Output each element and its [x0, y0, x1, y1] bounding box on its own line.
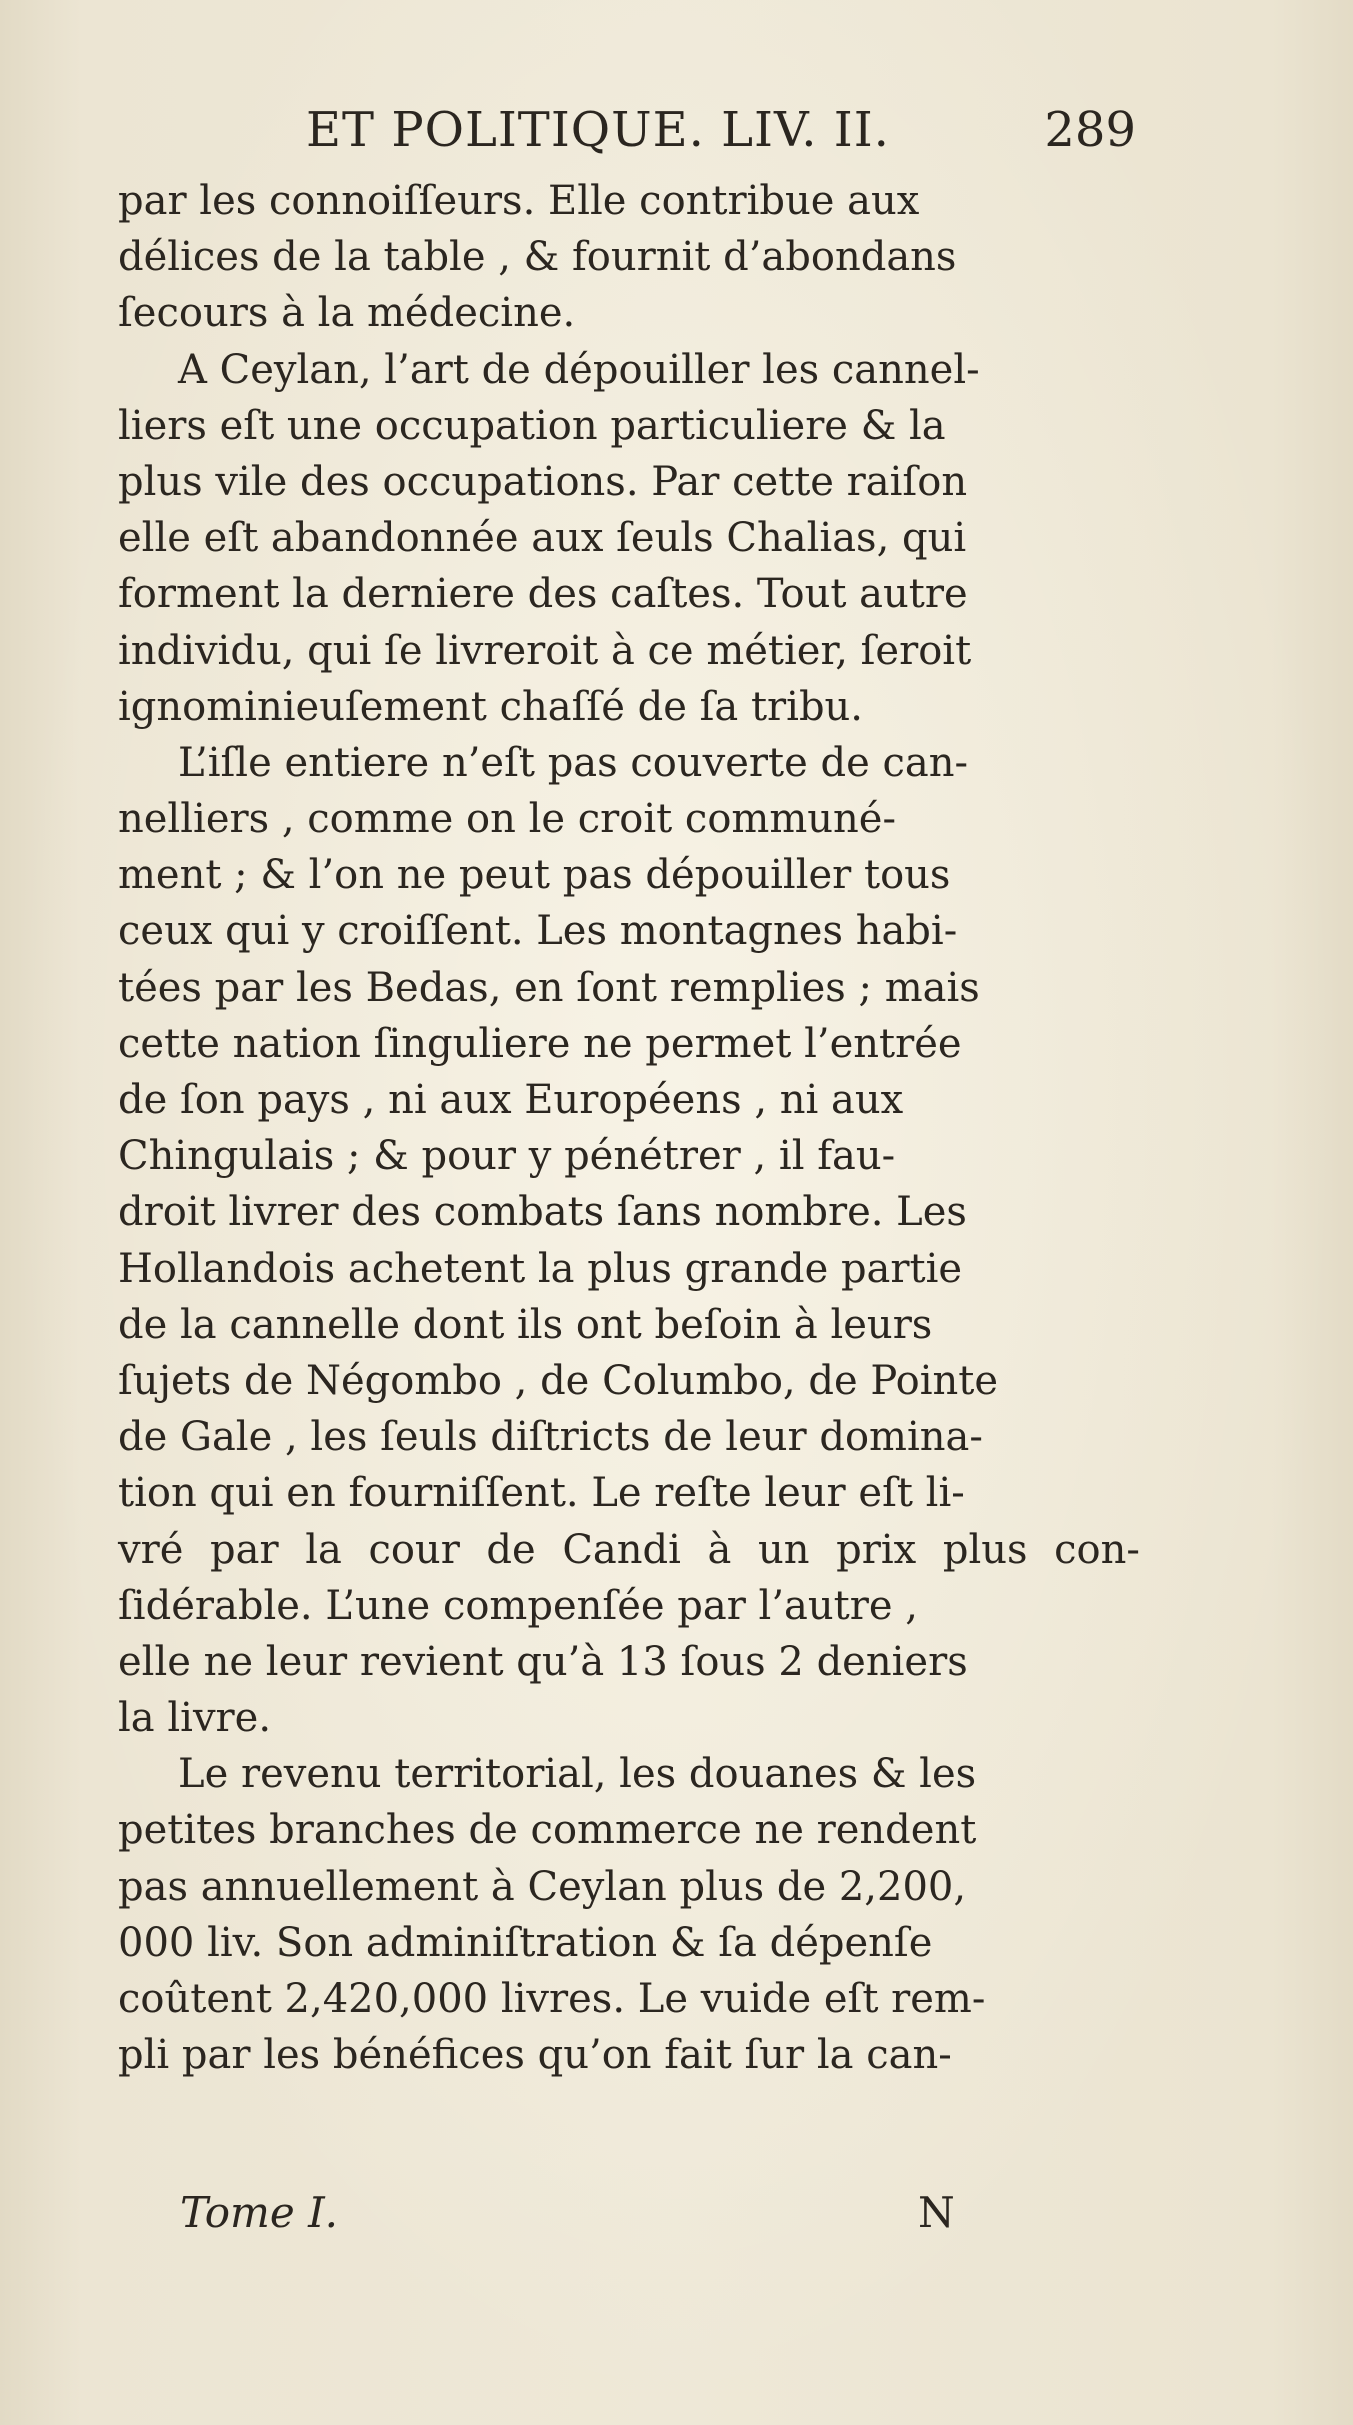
text-line: ignominieuſement chaſſé de ſa tribu. [118, 683, 864, 730]
text-line: elle ne leur revient qu’à 13 ſous 2 deniers [118, 1638, 968, 1685]
text-line: ſecours à la médecine. [118, 290, 576, 337]
text-line: tion qui en fourniſſent. Le reſte leur eſt li- [118, 1470, 965, 1517]
text-line: la livre. [118, 1695, 272, 1742]
text-line: de Gale , les ſeuls diſtricts de leur domina- [118, 1414, 983, 1461]
text-line: 000 liv. Son adminiſtration & ſa dépenſe [118, 1919, 933, 1966]
text-line: plus vile des occupations. Par cette raiſon [118, 458, 968, 505]
running-header [270, 98, 1200, 170]
text-line: ſidérable. L’une compenſée par l’autre , [118, 1582, 918, 1629]
text-line: nelliers , comme on le croit communé- [118, 796, 896, 843]
text-line: liers eſt une occupation particuliere & la [118, 402, 946, 449]
page-number: 289 [1044, 102, 1136, 158]
text-line: de la cannelle dont ils ont beſoin à leurs [118, 1301, 933, 1348]
text-line: de ſon pays , ni aux Européens , ni aux [118, 1077, 904, 1123]
text-line: elle eſt abandonnée aux ſeuls Chalias, qui [118, 515, 967, 562]
text-line: par les connoiſſeurs. Elle contribue aux [118, 178, 920, 224]
text-line: A Ceylan, l’art de dépouiller les cannel- [178, 346, 980, 393]
text-line: vré par la cour de Candi à un prix plus con- [118, 1526, 1140, 1573]
text-line: droit livrer des combats ſans nombre. Les [118, 1189, 967, 1236]
text-line: forment la derniere des caſtes. Tout autre [118, 571, 968, 618]
text-line: tées par les Bedas, en ſont remplies ; mais [118, 964, 980, 1011]
page-footer [180, 2188, 980, 2248]
text-line: pli par les bénéfices qu’on fait ſur la can- [118, 2032, 952, 2079]
text-line: individu, qui ſe livreroit à ce métier, ſeroit [118, 627, 972, 674]
text-line: Le revenu territorial, les douanes & les [178, 1751, 977, 1798]
text-line: ſujets de Négombo , de Columbo, de Pointe [118, 1357, 999, 1404]
text-line: ceux qui y croiſſent. Les montagnes habi- [118, 908, 958, 955]
volume-label: Tome I. [180, 2188, 339, 2237]
running-title: ET POLITIQUE. LIV. II. [306, 102, 890, 158]
text-line: petites branches de commerce ne rendent [118, 1807, 977, 1854]
text-line: coûtent 2,420,000 livres. Le vuide eſt rem- [118, 1976, 986, 2022]
text-line: Chingulais ; & pour y pénétrer , il fau- [118, 1133, 896, 1180]
text-line: délices de la table , & fournit d’abondans [118, 234, 957, 281]
text-line: pas annuellement à Ceylan plus de 2,200, [118, 1863, 967, 1910]
text-line: Hollandois achetent la plus grande partie [118, 1245, 963, 1292]
body-text [118, 173, 1140, 2083]
text-line: ment ; & l’on ne peut pas dépouiller tous [118, 852, 951, 899]
text-line: L’iſle entiere n’eſt pas couverte de can- [178, 739, 968, 786]
signature-mark: N [918, 2188, 955, 2237]
text-line: cette nation ſinguliere ne permet l’entrée [118, 1020, 962, 1067]
